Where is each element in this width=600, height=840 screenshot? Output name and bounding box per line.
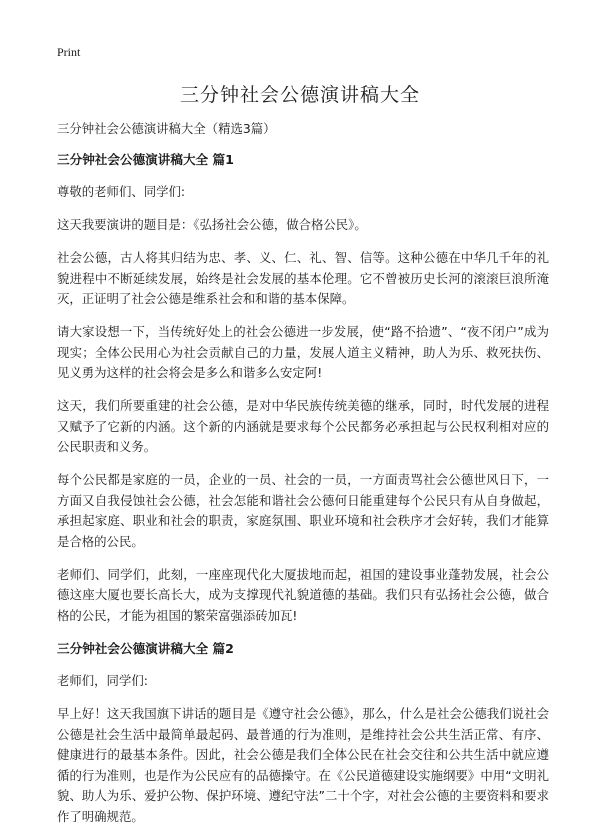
section-2-salutation: 老师们，同学们: [57, 673, 148, 688]
section-1-salutation: 尊敬的老师们、同学们: [57, 184, 186, 199]
section-1-paragraph: 这天我要演讲的题目是：《弘扬社会公德，做合格公民》。 [57, 217, 367, 232]
section-1-paragraph: 请大家设想一下，当传统好处上的社会公德进一步发展，使“路不拾遗”、“夜不闭户”成为现实；全体公民用心为社会贡献自己的力量，发展人道主义精神，助人为乐、救死扶伤、见义勇为这样的社会将会是多么和谐多么安定阿! [57, 324, 549, 380]
section-1-paragraph: 社会公德，古人将其归结为忠、孝、义、仁、礼、智、信等。这种公德在中华几千年的礼貌进程中不断延续发展，始终是社会发展的基本伦理。它不曾被历史长河的滚滚巨浪所淹灭，正证明了社会公德是维系社会和和谐的基本保障。 [57, 250, 549, 306]
print-link[interactable]: Print [57, 45, 81, 59]
section-1-paragraph: 这天，我们所要重建的社会公德，是对中华民族传统美德的继承，同时，时代发展的进程又赋予了它新的内涵。这个新的内涵就是要求每个公民都务必承担起与公民权利相对应的公民职责和义务。 [57, 398, 549, 454]
document-title: 三分钟社会公德演讲稿大全 [179, 84, 420, 106]
section-2-paragraph: 早上好！这天我国旗下讲话的题目是《遵守社会公德》，那么，什么是社会公德我们说社会公德是社会生活中最简单最起码、最普通的行为准则，是维持社会公共生活正常、有序、健康进行的最基本条件。因此，社会公德是我们全体公民在社会交往和公共生活中就应遵循的行为准则，也是作为公民应有的品德操守。在《公民道德建设实施纲要》中用“文明礼貌、助人为乐、爱护公物、保护环境、遵纪守法”二十个字，对社会公德的主要资料和要求作了明确规范。 [57, 706, 549, 824]
document-subtitle: 三分钟社会公德演讲稿大全（精选3篇） [57, 121, 276, 136]
section-heading-2: 三分钟社会公德演讲稿大全 篇2 [57, 640, 234, 656]
section-1-paragraph: 老师们、同学们，此刻，一座座现代化大厦拔地而起，祖国的建设事业蓬勃发展，社会公德这座大厦也要长高长大，成为支撑现代礼貌道德的基础。我们只有弘扬社会公德，做合格的公民，才能为祖国的繁荣富强添砖加瓦! [57, 566, 549, 623]
document-body [57, 119, 549, 840]
section-heading-1: 三分钟社会公德演讲稿大全 篇1 [57, 151, 234, 167]
section-1-paragraph: 每个公民都是家庭的一员，企业的一员、社会的一员，一方面责骂社会公德世风日下，一方面又自我侵蚀社会公德，社会怎能和谐社会公德何日能重建每个公民只有从自身做起，承担起家庭、职业和社会的职责，家庭氛围、职业环境和社会秩序才会好转，我们才能算是合格的公民。 [57, 472, 549, 549]
